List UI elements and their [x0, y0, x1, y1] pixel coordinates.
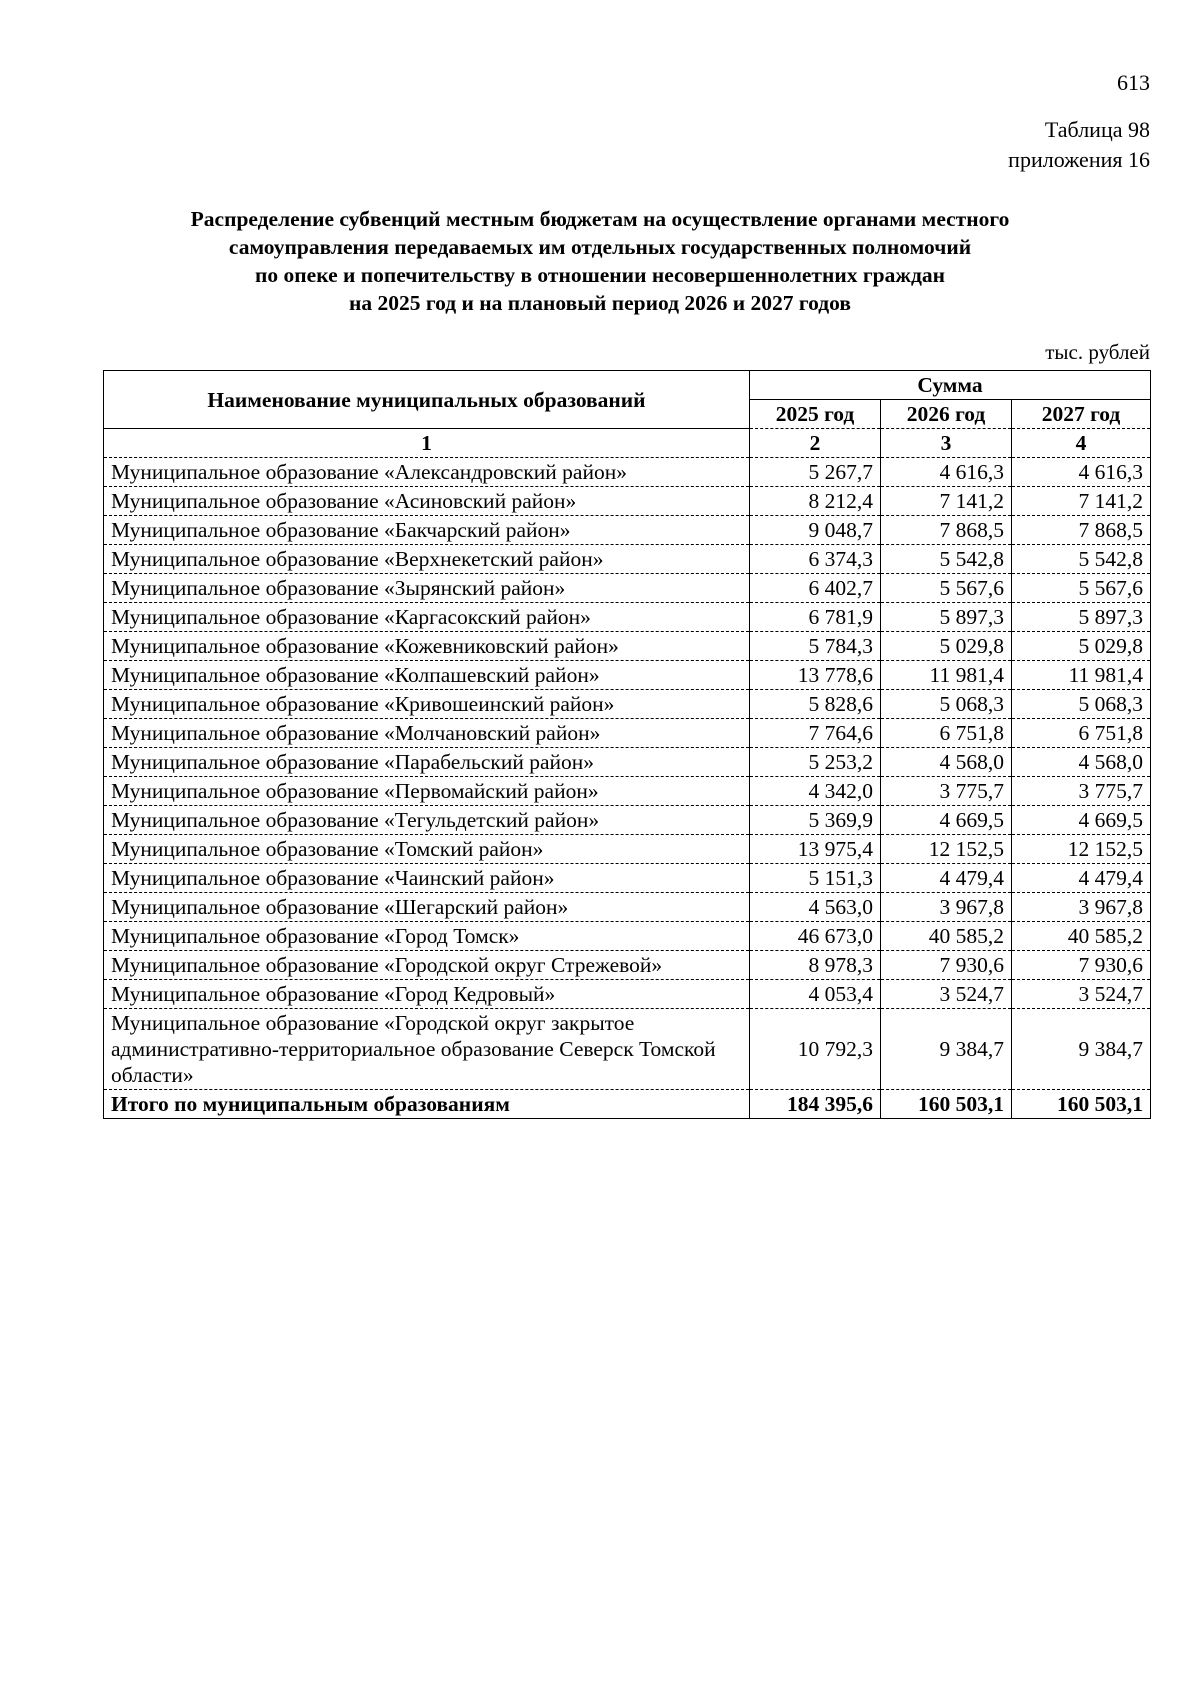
municipality-name-cell: Итого по муниципальным образованиям [104, 1090, 750, 1119]
table-row [104, 777, 1151, 806]
value-2026-cell: 9 384,7 [881, 1009, 1012, 1090]
value-2026-cell: 4 479,4 [881, 864, 1012, 893]
value-2026-cell: 7 930,6 [881, 951, 1012, 980]
column-number: 1 [104, 429, 750, 458]
table-row [104, 980, 1151, 1009]
column-number: 4 [1012, 429, 1151, 458]
value-2025-cell: 5 151,3 [750, 864, 881, 893]
value-2027-cell: 4 669,5 [1012, 806, 1151, 835]
table-row [104, 835, 1151, 864]
value-2027-cell: 3 967,8 [1012, 893, 1151, 922]
municipality-name-cell: Муниципальное образование «Каргасокский район» [104, 603, 750, 632]
value-2026-cell: 3 524,7 [881, 980, 1012, 1009]
table-number: Таблица 98 [1044, 117, 1150, 142]
value-2025-cell: 4 342,0 [750, 777, 881, 806]
value-2026-cell: 160 503,1 [881, 1090, 1012, 1119]
value-2025-cell: 6 781,9 [750, 603, 881, 632]
value-2026-cell: 11 981,4 [881, 661, 1012, 690]
value-2027-cell: 5 567,6 [1012, 574, 1151, 603]
value-2026-cell: 12 152,5 [881, 835, 1012, 864]
value-2027-cell: 9 384,7 [1012, 1009, 1151, 1090]
value-2027-cell: 3 775,7 [1012, 777, 1151, 806]
value-2027-cell: 5 542,8 [1012, 545, 1151, 574]
column-numbers-row [104, 429, 1151, 458]
table-row [104, 748, 1151, 777]
municipality-name-cell: Муниципальное образование «Томский район» [104, 835, 750, 864]
value-2027-cell: 40 585,2 [1012, 922, 1151, 951]
value-2025-cell: 46 673,0 [750, 922, 881, 951]
table-row [104, 603, 1151, 632]
page-number: 613 [1117, 70, 1150, 95]
value-2026-cell: 6 751,8 [881, 719, 1012, 748]
table-row [104, 922, 1151, 951]
value-2027-cell: 12 152,5 [1012, 835, 1151, 864]
municipality-name-cell: Муниципальное образование «Зырянский район» [104, 574, 750, 603]
value-2027-cell: 4 616,3 [1012, 458, 1151, 487]
title-line: самоуправления передаваемых им отдельных государственных полномочий [228, 235, 972, 259]
municipality-name-cell: Муниципальное образование «Чаинский район» [104, 864, 750, 893]
value-2026-cell: 40 585,2 [881, 922, 1012, 951]
table-row [104, 632, 1151, 661]
value-2025-cell: 7 764,6 [750, 719, 881, 748]
value-2025-cell: 5 253,2 [750, 748, 881, 777]
value-2025-cell: 5 369,9 [750, 806, 881, 835]
table-reference [1008, 115, 1150, 175]
municipality-name-cell: Муниципальное образование «Город Томск» [104, 922, 750, 951]
municipality-name-cell: Муниципальное образование «Кожевниковский район» [104, 632, 750, 661]
header-year-2025: 2025 год [750, 400, 881, 429]
table-row [104, 545, 1151, 574]
value-2027-cell: 4 479,4 [1012, 864, 1151, 893]
value-2026-cell: 3 967,8 [881, 893, 1012, 922]
municipality-name-cell: Муниципальное образование «Городской округ Стрежевой» [104, 951, 750, 980]
municipality-name-cell: Муниципальное образование «Тегульдетский район» [104, 806, 750, 835]
value-2025-cell: 5 784,3 [750, 632, 881, 661]
column-number: 3 [881, 429, 1012, 458]
municipality-name-cell: Муниципальное образование «Верхнекетский район» [104, 545, 750, 574]
value-2027-cell: 5 029,8 [1012, 632, 1151, 661]
table-row [104, 458, 1151, 487]
appendix-number: приложения 16 [1008, 147, 1150, 172]
municipality-name-cell: Муниципальное образование «Шегарский район» [104, 893, 750, 922]
title-line: Распределение субвенций местным бюджетам на осуществление органами местного [190, 207, 1010, 231]
table-row [104, 806, 1151, 835]
table-row [104, 661, 1151, 690]
value-2027-cell: 7 868,5 [1012, 516, 1151, 545]
title-line: по опеке и попечительству в отношении несовершеннолетних граждан [255, 263, 945, 287]
column-number: 2 [750, 429, 881, 458]
value-2027-cell: 5 068,3 [1012, 690, 1151, 719]
value-2025-cell: 6 374,3 [750, 545, 881, 574]
municipality-name-cell: Муниципальное образование «Город Кедровый» [104, 980, 750, 1009]
value-2026-cell: 5 567,6 [881, 574, 1012, 603]
value-2026-cell: 7 868,5 [881, 516, 1012, 545]
value-2027-cell: 7 930,6 [1012, 951, 1151, 980]
document-title [0, 205, 1200, 317]
header-year-2026: 2026 год [881, 400, 1012, 429]
value-2025-cell: 8 212,4 [750, 487, 881, 516]
value-2027-cell: 4 568,0 [1012, 748, 1151, 777]
municipality-name-cell: Муниципальное образование «Александровский район» [104, 458, 750, 487]
value-2025-cell: 13 778,6 [750, 661, 881, 690]
value-2025-cell: 4 563,0 [750, 893, 881, 922]
table-row [104, 516, 1151, 545]
value-2027-cell: 11 981,4 [1012, 661, 1151, 690]
value-2026-cell: 5 029,8 [881, 632, 1012, 661]
value-2026-cell: 4 669,5 [881, 806, 1012, 835]
header-sum: Сумма [750, 371, 1151, 400]
total-row [104, 1090, 1151, 1119]
value-2025-cell: 4 053,4 [750, 980, 881, 1009]
value-2026-cell: 4 568,0 [881, 748, 1012, 777]
title-line: на 2025 год и на плановый период 2026 и 2027 годов [349, 291, 851, 315]
value-2025-cell: 184 395,6 [750, 1090, 881, 1119]
table-row [104, 1009, 1151, 1090]
table-row [104, 574, 1151, 603]
value-2026-cell: 5 897,3 [881, 603, 1012, 632]
table-row [104, 690, 1151, 719]
value-2025-cell: 6 402,7 [750, 574, 881, 603]
header-name-column: Наименование муниципальных образований [104, 371, 750, 429]
table-row [104, 487, 1151, 516]
value-2027-cell: 5 897,3 [1012, 603, 1151, 632]
value-2025-cell: 5 267,7 [750, 458, 881, 487]
municipality-name-cell: Муниципальное образование «Первомайский район» [104, 777, 750, 806]
value-2025-cell: 5 828,6 [750, 690, 881, 719]
value-2026-cell: 5 542,8 [881, 545, 1012, 574]
units-label: тыс. рублей [1045, 340, 1150, 364]
value-2027-cell: 7 141,2 [1012, 487, 1151, 516]
value-2026-cell: 4 616,3 [881, 458, 1012, 487]
municipality-name-cell: Муниципальное образование «Колпашевский район» [104, 661, 750, 690]
table-row [104, 864, 1151, 893]
value-2027-cell: 6 751,8 [1012, 719, 1151, 748]
value-2025-cell: 10 792,3 [750, 1009, 881, 1090]
municipality-name-cell: Муниципальное образование «Асиновский район» [104, 487, 750, 516]
table-row [104, 951, 1151, 980]
municipality-name-cell: Муниципальное образование «Городской округ закрытое административно-территориальное образование Северск Томской области» [104, 1009, 750, 1090]
subventions-table [103, 370, 1151, 1119]
header-year-2027: 2027 год [1012, 400, 1151, 429]
municipality-name-cell: Муниципальное образование «Кривошеинский район» [104, 690, 750, 719]
table-row [104, 893, 1151, 922]
value-2025-cell: 9 048,7 [750, 516, 881, 545]
value-2026-cell: 7 141,2 [881, 487, 1012, 516]
table-row [104, 719, 1151, 748]
municipality-name-cell: Муниципальное образование «Молчановский район» [104, 719, 750, 748]
municipality-name-cell: Муниципальное образование «Бакчарский район» [104, 516, 750, 545]
value-2026-cell: 3 775,7 [881, 777, 1012, 806]
value-2027-cell: 160 503,1 [1012, 1090, 1151, 1119]
value-2026-cell: 5 068,3 [881, 690, 1012, 719]
value-2025-cell: 13 975,4 [750, 835, 881, 864]
value-2025-cell: 8 978,3 [750, 951, 881, 980]
municipality-name-cell: Муниципальное образование «Парабельский район» [104, 748, 750, 777]
value-2027-cell: 3 524,7 [1012, 980, 1151, 1009]
